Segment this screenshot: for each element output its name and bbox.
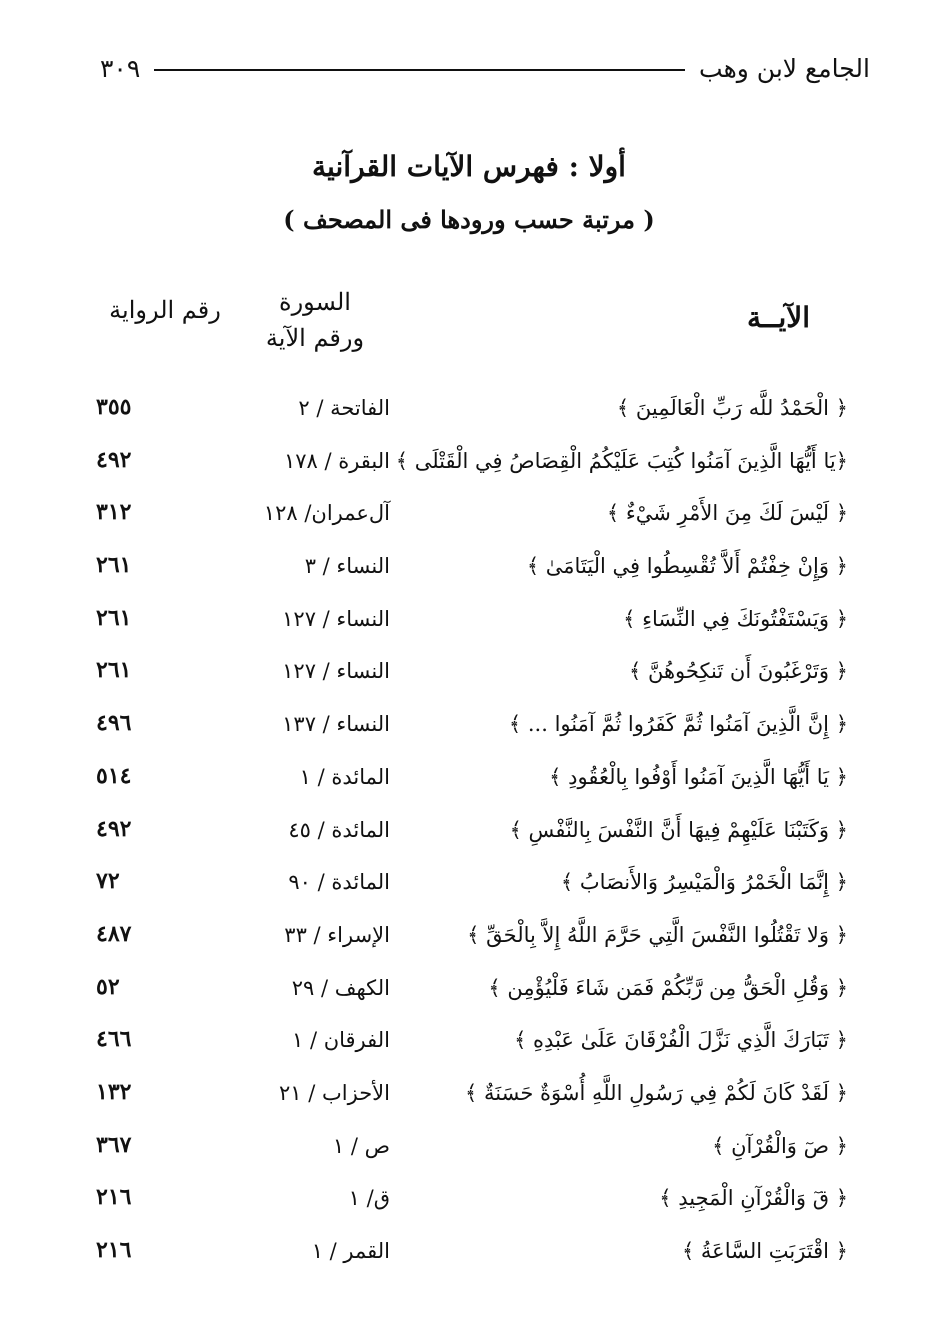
table-row [0, 1020, 938, 1073]
riwaya-number: ٤٩٢ [96, 446, 132, 473]
surah-reference: المائدة / ١ [299, 764, 390, 789]
surah-reference: النساء / ١٢٧ [282, 606, 390, 631]
table-row [0, 599, 938, 652]
riwaya-number: ٤٦٦ [96, 1026, 132, 1053]
riwaya-number: ٤٩٢ [96, 815, 132, 842]
running-header [100, 48, 870, 88]
surah-reference: ص / ١ [332, 1133, 390, 1158]
riwaya-number: ٥١٤ [96, 762, 132, 789]
riwaya-number: ٢١٦ [96, 1237, 132, 1263]
ayah-text: ﴿ لَيْسَ لَكَ مِنَ الأَمْرِ شَيْءٌ ﴾ [606, 501, 848, 526]
riwaya-number: ٣٥٥ [96, 394, 132, 420]
surah-reference: المائدة / ٩٠ [288, 870, 390, 895]
surah-reference: القمر / ١ [311, 1239, 390, 1263]
book-title: الجامع لابن وهب [699, 53, 870, 83]
ayah-text: ﴿ وَقُلِ الْحَقُّ مِن رَّبِّكُمْ فَمَن شَاءَ فَلْيُؤْمِن ﴾ [488, 975, 848, 1000]
ayah-text: ﴿ إِنَّمَا الْخَمْرُ وَالْمَيْسِرُ وَالأَنصَابُ ﴾ [560, 870, 848, 895]
table-row [0, 915, 938, 968]
page-number: ٣٠٩ [100, 53, 141, 83]
riwaya-number: ٥٢ [96, 973, 120, 1000]
column-header-surah-line2: ورقم الآية [265, 324, 365, 352]
table-row [0, 704, 938, 757]
table-row [0, 546, 938, 599]
index-subtitle: ( مرتبة حسب ورودها فى المصحف ) [283, 205, 655, 234]
riwaya-number: ٧٢ [96, 868, 120, 895]
surah-reference: الفاتحة / ٢ [298, 396, 390, 420]
riwaya-number: ٢١٦ [96, 1184, 132, 1211]
ayah-text: ﴿يَا أَيُّهَا الَّذِينَ آمَنُوا كُتِبَ عَلَيْكُمُ الْقِصَاصُ فِي الْقَتْلَى ﴾ [395, 448, 848, 473]
ayah-text: ﴿ قٓ وَالْقُرْآنِ الْمَجِيدِ ﴾ [659, 1186, 848, 1211]
surah-reference: النساء / ١٣٧ [282, 712, 390, 737]
table-row [0, 1231, 938, 1284]
riwaya-number: ٢٦١ [96, 552, 132, 579]
ayah-text: ﴿ اقْتَرَبَتِ السَّاعَةُ ﴾ [681, 1239, 848, 1263]
riwaya-number: ٤٩٦ [96, 710, 132, 737]
ayah-text: ﴿ وَيَسْتَفْتُونَكَ فِي النِّسَاءِ ﴾ [623, 606, 848, 631]
table-row [0, 968, 938, 1021]
table-row [0, 493, 938, 546]
riwaya-number: ٢٦١ [96, 657, 132, 684]
table-row [0, 862, 938, 915]
ayah-text: ﴿ وَتَرْغَبُونَ أَن تَنكِحُوهُنَّ ﴾ [629, 659, 848, 684]
surah-reference: آل‌عمران/ ١٢٨ [263, 501, 390, 526]
ayah-text: ﴿ وَكَتَبْنَا عَلَيْهِمْ فِيهَا أَنَّ النَّفْسَ بِالنَّفْسِ ﴾ [509, 817, 848, 842]
column-header-surah [230, 284, 400, 356]
surah-reference: النساء / ٣ [304, 554, 390, 579]
index-table [0, 388, 938, 1284]
surah-reference: البقرة / ١٧٨ [283, 448, 390, 473]
surah-reference: الإسراء / ٣٣ [284, 922, 390, 947]
riwaya-number: ٣٦٧ [96, 1131, 132, 1158]
table-row [0, 441, 938, 494]
column-header-surah-line1: السورة [279, 288, 351, 316]
column-header-riwaya: رقم الرواية [109, 296, 221, 324]
riwaya-number: ٢٦١ [96, 604, 132, 631]
table-row [0, 1126, 938, 1179]
surah-reference: الكهف / ٢٩ [291, 975, 390, 1000]
header-rule [154, 69, 685, 71]
riwaya-number: ١٣٢ [96, 1078, 132, 1105]
surah-reference: المائدة / ٤٥ [288, 817, 390, 842]
surah-reference: النساء / ١٢٧ [282, 659, 390, 684]
ayah-text: ﴿ وَلا تَقْتُلُوا النَّفْسَ الَّتِي حَرَّمَ اللَّهُ إِلاَّ بِالْحَقِّ ﴾ [467, 922, 848, 947]
ayah-text: ﴿ صٓ وَالْقُرْآنِ ﴾ [712, 1133, 848, 1158]
ayah-text: ﴿ الْحَمْدُ للَّه رَبِّ الْعَالَمِينَ ﴾ [616, 396, 848, 420]
table-row [0, 1178, 938, 1231]
table-row [0, 651, 938, 704]
column-header-ayah: الآيــة [747, 301, 810, 334]
ayah-text: ﴿ يَا أَيُّهَا الَّذِينَ آمَنُوا أَوْفُوا بِالْعُقُودِ ﴾ [549, 764, 848, 789]
index-title: أولا : فهرس الآيات القرآنية [312, 150, 626, 183]
table-row [0, 810, 938, 863]
ayah-text: ﴿ لَقَدْ كَانَ لَكُمْ فِي رَسُولِ اللَّهِ أُسْوَةٌ حَسَنَةٌ ﴾ [465, 1080, 848, 1105]
ayah-text: ﴿ وَإِنْ خِفْتُمْ أَلاَّ تُقْسِطُوا فِي الْيَتَامَىٰ ﴾ [526, 554, 848, 579]
table-row [0, 388, 938, 441]
ayah-text: ﴿ تَبَارَكَ الَّذِي نَزَّلَ الْفُرْقَانَ عَلَىٰ عَبْدِهِ ﴾ [514, 1028, 848, 1053]
table-row [0, 757, 938, 810]
table-row [0, 1073, 938, 1126]
riwaya-number: ٣١٢ [96, 499, 132, 526]
surah-reference: الفرقان / ١ [291, 1028, 390, 1053]
ayah-text: ﴿ إِنَّ الَّذِينَ آمَنُوا ثُمَّ كَفَرُوا ثُمَّ آمَنُوا ... ﴾ [508, 712, 848, 737]
riwaya-number: ٤٨٧ [96, 920, 132, 947]
surah-reference: الأحزاب / ٢١ [279, 1080, 390, 1105]
surah-reference: ق/ ١ [348, 1186, 390, 1211]
